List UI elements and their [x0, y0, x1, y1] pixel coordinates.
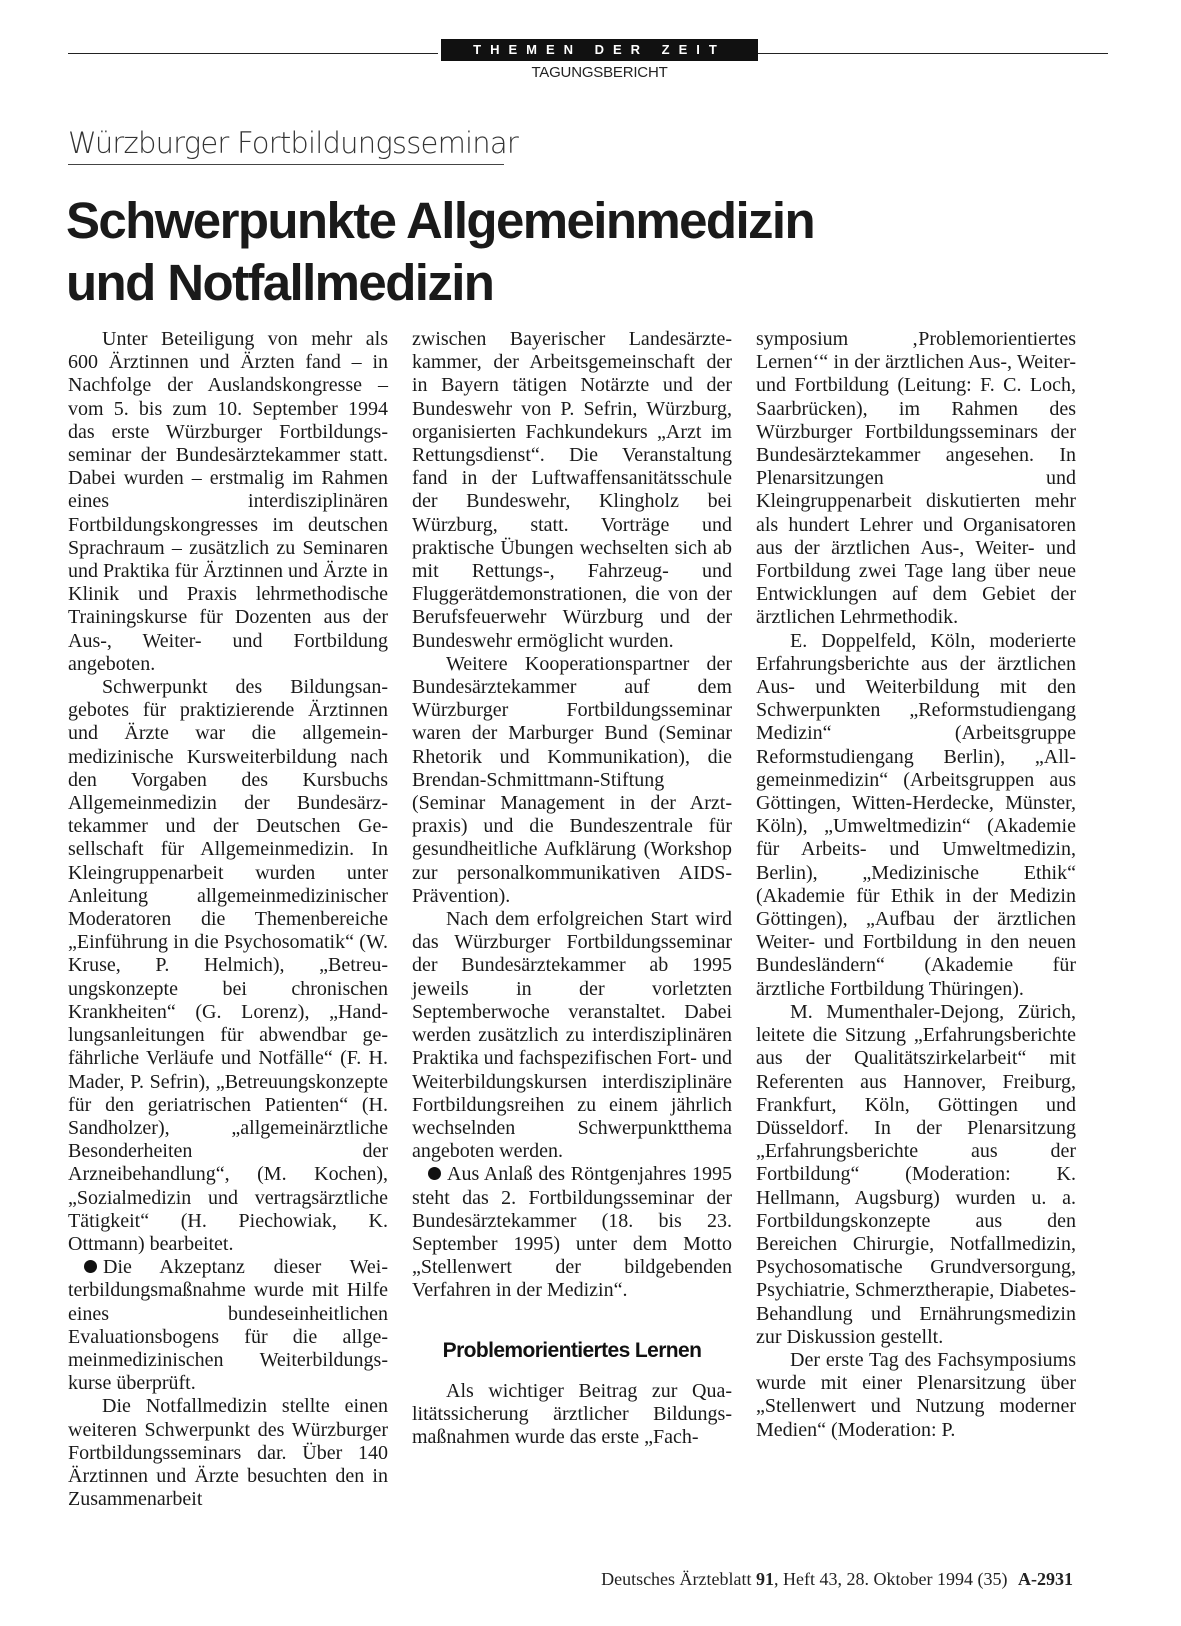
paragraph: Weitere Kooperationspartner der Bundesärztekammer auf dem Würzburger Fortbildungsseminar waren der Marburger Bund (Seminar Rhetorik und Kommunikation), die Brendan-Schmittmann-Stiftung (Seminar Management in der Arztpraxis) und die Bundeszentrale für gesundheitliche Aufklärung (Workshop zur personalkommunikativen AIDS-Prävention). — [412, 652, 732, 907]
footer-page-number: A-2931 — [1018, 1569, 1073, 1589]
paragraph: Die Notfallmedizin stellte einen weiteren Schwerpunkt des Würzburger Fortbildungsseminars dar. Über 140 Ärztinnen und Ärzte besuchten den in Zusammenarbeit — [68, 1395, 388, 1511]
footer-volume: 91 — [756, 1569, 775, 1589]
paragraph-text: Die Akzeptanz dieser Weiterbildungsmaßnahme wurde mit Hilfe eines bundeseinheitlichen Evaluationsbogens für die allgemeinmedizinischen Weiterbildungskurse überprüft. — [68, 1256, 388, 1395]
bullet-icon — [84, 1260, 97, 1273]
page-footer — [555, 1569, 1073, 1590]
text-column-3 — [756, 328, 1076, 1442]
paragraph: M. Mumenthaler-Dejong, Zürich, leitete die Sitzung „Erfahrungsberichte aus der Qualitätszirkelarbeit“ mit Referenten aus Hannover, Freiburg, Frankfurt, Köln, Göttingen und Düsseldorf. In der Plenarsitzung „Erfahrungsberichte aus der Fortbildung“ (Moderation: K. Hellmann, Augsburg) wurden u. a. Fortbildungskonzepte aus den Bereichen Chirurgie, Notfallmedizin, Psychosomatische Grundversorgung, Psychiatrie, Schmerztherapie, Diabetes-Behandlung und Ernährungsmedizin zur Diskussion gestellt. — [756, 1000, 1076, 1348]
bullet-paragraph — [412, 1163, 732, 1302]
bullet-icon — [428, 1167, 441, 1180]
paragraph: symposium ‚Problemorientiertes Lernen‘“ in der ärztlichen Aus-, Weiter- und Fortbildung (Leitung: F. C. Loch, Saarbrücken), im Rahmen des Würzburger Fortbildungsseminars der Bundesärztekammer angesehen. In Plenarsitzungen und Kleingruppenarbeit diskutierten mehr als hundert Lehrer und Organisatoren aus der ärztlichen Aus-, Weiter- und Fortbildung zwei Tage lang über neue Entwicklungen auf dem Gebiet der ärztlichen Lehrmethodik. — [756, 328, 1076, 629]
section-sublabel: TAGUNGSBERICHT — [531, 64, 668, 81]
article-title — [66, 190, 1106, 314]
paragraph: zwischen Bayerischer Landesärztekammer, der Arbeitsgemeinschaft der in Bayern tätigen Notärzte und der Bundeswehr von P. Sefrin, Würzburg, organisierten Fachkundekurs „Arzt im Rettungsdienst“. Die Veranstaltung fand in der Luftwaffensanitätsschule der Bundeswehr, Klingholz bei Würzburg, statt. Vorträge und praktische Übungen wechselten sich ab mit Rettungs-, Fahrzeug- und Fluggerätdemonstrationen, die von der Berufsfeuerwehr Würzburg und der Bundeswehr ermöglicht wurden. — [412, 328, 732, 652]
footer-issue-info: , Heft 43, 28. Oktober 1994 (35) — [774, 1569, 1008, 1589]
paragraph-text: Aus Anlaß des Röntgenjahres 1995 steht das 2. Fortbildungsseminar der Bundesärztekammer (18. bis 23. September 1995) unter dem Motto „Stellenwert der bildgebenden Verfahren in der Medizin“. — [412, 1163, 732, 1302]
kicker-underline — [68, 164, 504, 165]
text-column-2 — [412, 328, 732, 1449]
paragraph: Der erste Tag des Fachsymposiums wurde mit einer Plenarsitzung über „Stellenwert und Nutzung moderner Medien“ (Moderation: P. — [756, 1348, 1076, 1441]
text-column-1 — [68, 328, 388, 1511]
section-label: THEMEN DER ZEIT — [441, 39, 758, 61]
header-rule-left — [68, 53, 438, 54]
paragraph: E. Doppelfeld, Köln, moderierte Erfahrungsberichte aus der ärztlichen Aus- und Weiterbildung mit den Schwerpunkten „Reformstudiengang Medizin“ (Arbeitsgruppe Reformstudiengang Berlin), „Allgemeinmedizin“ (Arbeitsgruppen aus Göttingen, Witten-Herdecke, Münster, Köln), „Umweltmedizin“ (Akademie für Arbeits- und Umweltmedizin, Berlin), „Medizinische Ethik“ (Akademie für Ethik in der Medizin Göttingen), „Aufbau der ärztlichen Weiter- und Fortbildung in den neuen Bundesländern“ (Akademie für ärztliche Fortbildung Thüringen). — [756, 629, 1076, 1000]
bullet-paragraph — [68, 1256, 388, 1395]
paragraph: Nach dem erfolgreichen Start wird das Würzburger Fortbildungsseminar der Bundesärztekammer ab 1995 jeweils in der vorletzten Septemberwoche veranstaltet. Dabei werden zusätzlich zu interdisziplinären Praktika und fachspezifischen Fort- und Weiterbildungskursen interdisziplinäre Fortbildungsreihen zu einem jährlich wechselnden Schwerpunktthema angeboten werden. — [412, 908, 732, 1163]
footer-journal: Deutsches Ärzteblatt — [601, 1569, 752, 1589]
header-rule-right — [758, 53, 1108, 54]
article-kicker: Würzburger Fortbildungsseminar — [68, 126, 518, 160]
paragraph: Unter Beteiligung von mehr als 600 Ärztinnen und Ärzten fand – in Nachfolge der Auslandskongresse – vom 5. bis zum 10. September 1994 das erste Würzburger Fortbildungsseminar der Bundesärztekammer statt. Dabei wurden – erstmalig im Rahmen eines interdisziplinären Fortbildungskongresses im deutschen Sprachraum – zusätzlich zu Seminaren und Praktika für Ärztinnen und Ärzte in Klinik und Praxis lehrmethodische Trainingskurse für Dozenten aus der Aus-, Weiter- und Fortbildung angeboten. — [68, 328, 388, 675]
article-title-line-1: Schwerpunkte Allgemeinmedizin — [66, 192, 815, 249]
paragraph: Als wichtiger Beitrag zur Qualitätssicherung ärztlicher Bildungsmaßnahmen wurde das erste „Fach- — [412, 1379, 732, 1449]
article-title-line-2: und Notfallmedizin — [66, 254, 494, 311]
section-subheading: Problemorientiertes Lernen — [442, 1338, 702, 1362]
paragraph: Schwerpunkt des Bildungsangebotes für praktizierende Ärztinnen und Ärzte war die allgemeinmedizinische Kursweiterbildung nach den Vorgaben des Kursbuchs Allgemeinmedizin der Bundesärztekammer und der Deutschen Gesellschaft für Allgemeinmedizin. In Kleingruppenarbeit wurden unter Anleitung allgemeinmedizinischer Moderatoren die Themenbereiche „Einführung in die Psychosomatik“ (W. Kruse, P. Helmich), „Betreuungskonzepte bei chronischen Krankheiten“ (G. Lorenz), „Handlungsanleitungen für abwendbar gefährliche Verläufe und Notfälle“ (F. H. Mader, P. Sefrin), „Betreuungskonzepte für den geriatrischen Patienten“ (H. Sandholzer), „allgemeinärztliche Besonderheiten der Arzneibehandlung“, (M. Kochen), „Sozialmedizin und vertragsärztliche Tätigkeit“ (H. Piechowiak, K. Ottmann) bearbeitet. — [68, 676, 388, 1255]
